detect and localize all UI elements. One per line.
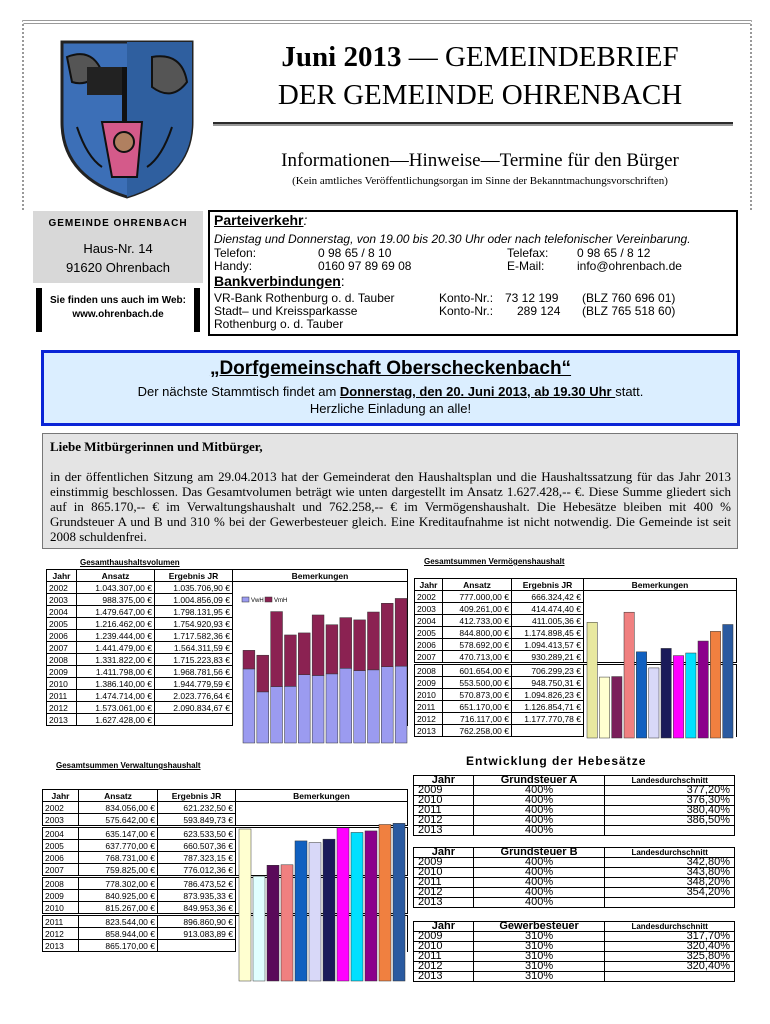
cell-ergebnis: 706.299,23 € bbox=[512, 665, 584, 677]
col-ergebnis: Ergebnis JR bbox=[158, 790, 236, 802]
cell-jahr: 2012 bbox=[414, 816, 474, 826]
cell-jahr: 2004 bbox=[47, 606, 77, 618]
bar-vmh-2011 bbox=[368, 612, 380, 670]
table-row bbox=[414, 962, 735, 972]
cell-jahr: 2002 bbox=[415, 591, 443, 603]
cell-ansatz: 637.770,00 € bbox=[79, 840, 158, 852]
grundsteuer-b-table bbox=[413, 847, 735, 908]
cell-ansatz: 635.147,00 € bbox=[79, 828, 158, 840]
handy-number[interactable]: 0160 97 89 69 08 bbox=[318, 259, 412, 273]
cell-jahr: 2009 bbox=[43, 890, 79, 902]
cell-jahr: 2003 bbox=[43, 814, 79, 826]
email-label: E-Mail: bbox=[507, 259, 545, 273]
cell-landesdurchschnitt: 377,20% bbox=[605, 786, 735, 796]
cell-jahr: 2010 bbox=[414, 868, 474, 878]
cell-ansatz: 1.441.479,00 € bbox=[77, 642, 155, 654]
telefax-number: 0 98 65 / 8 12 bbox=[577, 246, 651, 260]
cell-ansatz: 1.474.714,00 € bbox=[77, 690, 155, 702]
cell-jahr: 2011 bbox=[414, 952, 474, 962]
cell-jahr: 2006 bbox=[47, 630, 77, 642]
cell-jahr: 2012 bbox=[414, 962, 474, 972]
gewerbesteuer-table bbox=[413, 921, 735, 982]
parteiverkehr-heading: Parteiverkehr: bbox=[214, 212, 308, 228]
cell-ansatz: 1.386.140,00 € bbox=[77, 678, 155, 690]
bar-vmh-2010 bbox=[354, 620, 366, 671]
bar-vmh-2002 bbox=[243, 650, 255, 669]
cell-ergebnis: 1.944.779,59 € bbox=[155, 678, 233, 690]
table-row bbox=[414, 898, 735, 908]
cell-ergebnis: 1.717.582,36 € bbox=[155, 630, 233, 642]
legend-vmh-label: VmH bbox=[274, 598, 288, 604]
bar-2013 bbox=[723, 625, 733, 738]
cell-jahr: 2010 bbox=[414, 942, 474, 952]
cell-jahr: 2007 bbox=[47, 642, 77, 654]
bar-2009 bbox=[673, 656, 683, 738]
cell-landesdurchschnitt: 320,40% bbox=[605, 962, 735, 972]
cell-ergebnis: 1.004.856,09 € bbox=[155, 594, 233, 606]
bar-vwh-2009 bbox=[340, 668, 352, 743]
cell-ergebnis: 913.083,89 € bbox=[158, 928, 236, 940]
municipality-name: GEMEINDE OHRENBACH bbox=[48, 218, 188, 229]
cell-ergebnis: 1.715.223,83 € bbox=[155, 654, 233, 666]
col-jahr: Jahr bbox=[414, 922, 474, 932]
cell-landesdurchschnitt: 343,80% bbox=[605, 868, 735, 878]
cell-satz: 310% bbox=[473, 952, 605, 962]
newsletter-title-line2: DER GEMEINDE OHRENBACH bbox=[277, 79, 683, 111]
cell-ansatz: 409.261,00 € bbox=[443, 603, 512, 615]
cell-jahr: 2013 bbox=[414, 826, 474, 836]
cell-ansatz: 1.627.428,00 € bbox=[77, 714, 155, 726]
newsletter-disclaimer: (Kein amtliches Veröffentlichungsorgan im Sinne der Bekanntmachungsvorschriften) bbox=[292, 175, 668, 187]
cell-ergebnis: 1.126.854,71 € bbox=[512, 701, 584, 713]
vermoegen-chart bbox=[584, 592, 736, 742]
bar-2006 bbox=[636, 652, 646, 738]
cell-landesdurchschnitt bbox=[605, 898, 735, 908]
cell-ergebnis bbox=[155, 714, 233, 726]
col-landesdurchschnitt: Landesdurchschnitt bbox=[605, 848, 735, 858]
cell-jahr: 2008 bbox=[43, 878, 79, 890]
cell-jahr: 2002 bbox=[47, 582, 77, 594]
bar-vmh-2009 bbox=[340, 618, 352, 669]
bank1-konto: 73 12 199 bbox=[505, 291, 559, 305]
col-ansatz: Ansatz bbox=[443, 579, 512, 591]
cell-satz: 400% bbox=[473, 898, 605, 908]
cell-landesdurchschnitt: 380,40% bbox=[605, 806, 735, 816]
bar-vwh-2005 bbox=[285, 686, 297, 743]
cell-jahr: 2013 bbox=[47, 714, 77, 726]
bank2-name-line2: Rothenburg o. d. Tauber bbox=[214, 317, 344, 331]
cell-ergebnis bbox=[158, 940, 236, 952]
cell-landesdurchschnitt: 342,80% bbox=[605, 858, 735, 868]
cell-jahr: 2012 bbox=[414, 888, 474, 898]
cell-satz: 310% bbox=[473, 942, 605, 952]
cell-jahr: 2013 bbox=[414, 898, 474, 908]
cell-ergebnis: 1.564.311,59 € bbox=[155, 642, 233, 654]
cell-jahr: 2009 bbox=[414, 786, 474, 796]
cell-ergebnis: 621.232,50 € bbox=[158, 802, 236, 814]
cell-ergebnis: 1.035.706,90 € bbox=[155, 582, 233, 594]
legend-vwh-label: VwH bbox=[251, 598, 264, 604]
col-jahr: Jahr bbox=[43, 790, 79, 802]
col-ansatz: Ansatz bbox=[79, 790, 158, 802]
bank-heading: Bankverbindungen: bbox=[214, 273, 345, 289]
cell-ansatz: 988.375,00 € bbox=[77, 594, 155, 606]
cell-satz: 310% bbox=[473, 962, 605, 972]
email-link[interactable]: info@ohrenbach.de bbox=[577, 259, 682, 273]
bank1-blz: (BLZ 760 696 01) bbox=[582, 291, 676, 305]
cell-jahr: 2009 bbox=[47, 666, 77, 678]
cell-ergebnis: 660.507,36 € bbox=[158, 840, 236, 852]
cell-landesdurchschnitt: 320,40% bbox=[605, 942, 735, 952]
cell-landesdurchschnitt: 376,30% bbox=[605, 796, 735, 806]
bank2-konto: 289 124 bbox=[517, 304, 561, 318]
cell-jahr: 2009 bbox=[414, 858, 474, 868]
cell-jahr: 2013 bbox=[415, 725, 443, 737]
cell-ergebnis: 1.798.131,95 € bbox=[155, 606, 233, 618]
cell-jahr: 2006 bbox=[43, 852, 79, 864]
cell-satz: 400% bbox=[473, 868, 605, 878]
cell-jahr: 2005 bbox=[43, 840, 79, 852]
cell-ergebnis: 930.289,21 € bbox=[512, 651, 584, 663]
cell-jahr: 2012 bbox=[415, 713, 443, 725]
cell-ansatz: 470.713,00 € bbox=[443, 651, 512, 663]
cell-jahr: 2007 bbox=[415, 651, 443, 663]
bar-vmh-2005 bbox=[285, 635, 297, 686]
hebesaetze-title: Entwicklung der Hebesätze bbox=[466, 754, 647, 768]
bar-vwh-2006 bbox=[298, 675, 310, 743]
bar-2002 bbox=[587, 622, 597, 738]
header-divider bbox=[213, 122, 733, 126]
cell-jahr: 2011 bbox=[43, 916, 79, 928]
bar-2010 bbox=[686, 653, 696, 738]
cell-satz: 400% bbox=[473, 806, 605, 816]
cell-satz: 310% bbox=[473, 932, 605, 942]
telefon-number[interactable]: 0 98 65 / 8 10 bbox=[318, 246, 392, 260]
cell-satz: 400% bbox=[473, 796, 605, 806]
col-ansatz: Ansatz bbox=[77, 570, 155, 582]
bar-vmh-2004 bbox=[271, 612, 283, 687]
bar-vmh-2012 bbox=[381, 603, 393, 666]
cell-ergebnis: 787.323,15 € bbox=[158, 852, 236, 864]
bar-vwh-2004 bbox=[271, 687, 283, 743]
cell-landesdurchschnitt bbox=[605, 826, 735, 836]
web-hint: Sie finden uns auch im Web: bbox=[50, 295, 186, 306]
table-row bbox=[414, 972, 735, 982]
bar-2013 bbox=[393, 823, 405, 981]
col-bemerkungen: Bemerkungen bbox=[233, 570, 408, 582]
stammtisch-title: „Dorfgemeinschaft Oberscheckenbach“ bbox=[209, 358, 572, 379]
bar-2007 bbox=[309, 843, 321, 981]
bar-2008 bbox=[323, 839, 335, 981]
bar-2005 bbox=[281, 865, 293, 981]
cell-satz: 400% bbox=[473, 786, 605, 796]
bar-2004 bbox=[612, 677, 622, 738]
bank2-konto-label: Konto-Nr.: bbox=[439, 304, 494, 318]
cell-satz: 400% bbox=[473, 826, 605, 836]
bank1-konto-label: Konto-Nr.: bbox=[439, 291, 494, 305]
stammtisch-invitation: Herzliche Einladung an alle! bbox=[309, 401, 472, 416]
cell-landesdurchschnitt: 317,70% bbox=[605, 932, 735, 942]
col-grundsteuer-a: Grundsteuer A bbox=[473, 776, 605, 786]
office-hours: Dienstag und Donnerstag, von 19.00 bis 20.30 Uhr oder nach telefonischer Vereinbarung. bbox=[214, 232, 691, 246]
letter-body: in der öffentlichen Sitzung am 29.04.2013 hat der Gemeinderat den Haushaltsplan und die Haushaltssatzung für das Jahr 2013 einstimmig beschlossen. Das Gesamtvolumen beträgt wie unten dargestellt im Ansatz 1.627.428,-- €. Diese Summe gliedert sich auf in 865.170,-- € im Verwaltungshaushalt und 762.258,-- € im Vermögenshaushalt. Die Hebesätze bleiben mit 400 % Grundsteuer A und B und 310 % bei der Gewerbesteuer gleich. Eine Kreditaufnahme ist nicht notwendig. Die Gemeinde ist seit 2008 schuldenfrei. bbox=[50, 469, 731, 544]
cell-landesdurchschnitt: 354,20% bbox=[605, 888, 735, 898]
cell-ergebnis: 414.474,40 € bbox=[512, 603, 584, 615]
legend-vmh-swatch bbox=[265, 597, 272, 602]
telefax-label: Telefax: bbox=[507, 246, 549, 260]
cell-jahr: 2011 bbox=[47, 690, 77, 702]
verwaltung-chart bbox=[236, 805, 408, 985]
cell-jahr: 2012 bbox=[47, 702, 77, 714]
cell-jahr: 2013 bbox=[414, 972, 474, 982]
col-bemerkungen: Bemerkungen bbox=[236, 790, 408, 802]
bar-2003 bbox=[253, 876, 265, 981]
cell-ergebnis: 786.473,52 € bbox=[158, 878, 236, 890]
stammtisch-date-line: Der nächste Stammtisch findet am Donnerstag, den 20. Juni 2013, ab 19.30 Uhr statt. bbox=[137, 384, 644, 399]
cell-satz: 400% bbox=[473, 888, 605, 898]
cell-satz: 400% bbox=[473, 858, 605, 868]
cell-ansatz: 1.331.822,00 € bbox=[77, 654, 155, 666]
cell-ergebnis: 1.754.920,93 € bbox=[155, 618, 233, 630]
bar-2006 bbox=[295, 841, 307, 981]
cell-ergebnis: 873.935,33 € bbox=[158, 890, 236, 902]
col-ergebnis: Ergebnis JR bbox=[155, 570, 233, 582]
cell-ansatz: 575.642,00 € bbox=[79, 814, 158, 826]
cell-ansatz: 570.873,00 € bbox=[443, 689, 512, 701]
bar-2011 bbox=[365, 831, 377, 981]
newsletter-title: Juni 2013 — GEMEINDEBRIEF bbox=[281, 41, 679, 73]
bar-vwh-2008 bbox=[326, 674, 338, 743]
bar-2009 bbox=[337, 828, 349, 981]
cell-jahr: 2004 bbox=[43, 828, 79, 840]
bar-vwh-2002 bbox=[243, 669, 255, 743]
cell-ansatz: 762.258,00 € bbox=[443, 725, 512, 737]
cell-ansatz: 840.925,00 € bbox=[79, 890, 158, 902]
cell-ergebnis: 1.094.413,57 € bbox=[512, 639, 584, 651]
cell-ansatz: 716.117,00 € bbox=[443, 713, 512, 725]
cell-ansatz: 823.544,00 € bbox=[79, 916, 158, 928]
cell-ansatz: 844.800,00 € bbox=[443, 627, 512, 639]
telefon-label: Telefon: bbox=[214, 246, 257, 260]
col-gewerbesteuer: Gewerbesteuer bbox=[473, 922, 605, 932]
cell-landesdurchschnitt: 325,80% bbox=[605, 952, 735, 962]
address-city: 91620 Ohrenbach bbox=[65, 260, 171, 275]
cell-satz: 310% bbox=[473, 972, 605, 982]
bar-2012 bbox=[710, 631, 720, 738]
cell-ergebnis: 948.750,31 € bbox=[512, 677, 584, 689]
bar-vmh-2013 bbox=[395, 598, 407, 666]
bar-vmh-2007 bbox=[312, 615, 324, 676]
cell-ergebnis: 2.090.834,67 € bbox=[155, 702, 233, 714]
cell-jahr: 2010 bbox=[43, 902, 79, 914]
table-row bbox=[414, 888, 735, 898]
bar-2011 bbox=[698, 641, 708, 738]
bar-vwh-2007 bbox=[312, 676, 324, 743]
cell-landesdurchschnitt: 348,20% bbox=[605, 878, 735, 888]
cell-ansatz: 777.000,00 € bbox=[443, 591, 512, 603]
col-landesdurchschnitt: Landesdurchschnitt bbox=[605, 922, 735, 932]
cell-jahr: 2005 bbox=[47, 618, 77, 630]
cell-ansatz: 578.692,00 € bbox=[443, 639, 512, 651]
bar-vwh-2011 bbox=[368, 670, 380, 743]
grundsteuer-a-table bbox=[413, 775, 735, 836]
col-landesdurchschnitt: Landesdurchschnitt bbox=[605, 776, 735, 786]
bar-2007 bbox=[649, 668, 659, 738]
cell-ansatz: 815.267,00 € bbox=[79, 902, 158, 914]
cell-ansatz: 768.731,00 € bbox=[79, 852, 158, 864]
cell-jahr: 2012 bbox=[43, 928, 79, 940]
bank1-name: VR-Bank Rothenburg o. d. Tauber bbox=[214, 291, 395, 305]
cell-ansatz: 778.302,00 € bbox=[79, 878, 158, 890]
cell-ansatz: 1.239.444,00 € bbox=[77, 630, 155, 642]
cell-jahr: 2003 bbox=[415, 603, 443, 615]
bar-vwh-2013 bbox=[395, 666, 407, 743]
col-jahr: Jahr bbox=[414, 848, 474, 858]
cell-ansatz: 1.573.061,00 € bbox=[77, 702, 155, 714]
cell-ansatz: 759.825,00 € bbox=[79, 864, 158, 876]
legend-vwh-swatch bbox=[242, 597, 249, 602]
cell-ansatz: 1.216.462,00 € bbox=[77, 618, 155, 630]
bar-vwh-2010 bbox=[354, 671, 366, 743]
cell-ergebnis: 2.023.776,64 € bbox=[155, 690, 233, 702]
cell-jahr: 2004 bbox=[415, 615, 443, 627]
cell-jahr: 2013 bbox=[43, 940, 79, 952]
cell-landesdurchschnitt bbox=[605, 972, 735, 982]
bar-2004 bbox=[267, 865, 279, 981]
cell-ergebnis: 896.860,90 € bbox=[158, 916, 236, 928]
cell-ergebnis: 1.968.781,56 € bbox=[155, 666, 233, 678]
bar-2003 bbox=[599, 677, 609, 738]
bar-vwh-2003 bbox=[257, 692, 269, 743]
cell-satz: 400% bbox=[473, 816, 605, 826]
cell-jahr: 2011 bbox=[415, 701, 443, 713]
handy-label: Handy: bbox=[214, 259, 253, 273]
cell-jahr: 2002 bbox=[43, 802, 79, 814]
bank2-blz: (BLZ 765 518 60) bbox=[582, 304, 676, 318]
vermoegen-table-title: Gesamtsummen Vermögenshaushalt bbox=[424, 557, 565, 566]
col-bemerkungen: Bemerkungen bbox=[584, 579, 737, 591]
cell-jahr: 2006 bbox=[415, 639, 443, 651]
cell-ansatz: 1.411.798,00 € bbox=[77, 666, 155, 678]
col-grundsteuer-b: Grundsteuer B bbox=[473, 848, 605, 858]
bank2-name: Stadt– und Kreissparkasse bbox=[214, 304, 358, 318]
cell-ergebnis: 776.012,36 € bbox=[158, 864, 236, 876]
cell-ergebnis: 1.174.898,45 € bbox=[512, 627, 584, 639]
cell-ergebnis: 666.324,42 € bbox=[512, 591, 584, 603]
table-row bbox=[414, 826, 735, 836]
cell-ergebnis: 1.094.826,23 € bbox=[512, 689, 584, 701]
col-jahr: Jahr bbox=[415, 579, 443, 591]
cell-ansatz: 865.170,00 € bbox=[79, 940, 158, 952]
cell-jahr: 2010 bbox=[415, 689, 443, 701]
cell-ansatz: 858.944,00 € bbox=[79, 928, 158, 940]
cell-ergebnis: 593.849,73 € bbox=[158, 814, 236, 826]
cell-ansatz: 651.170,00 € bbox=[443, 701, 512, 713]
cell-ansatz: 1.043.307,00 € bbox=[77, 582, 155, 594]
address-street: Haus-Nr. 14 bbox=[83, 241, 153, 256]
cell-satz: 400% bbox=[473, 878, 605, 888]
bar-vmh-2006 bbox=[298, 633, 310, 675]
cell-ergebnis: 1.177.770,78 € bbox=[512, 713, 584, 725]
letter-greeting: Liebe Mitbürgerinnen und Mitbürger, bbox=[50, 439, 263, 454]
cell-jahr: 2009 bbox=[415, 677, 443, 689]
bar-2002 bbox=[239, 829, 251, 981]
cell-jahr: 2008 bbox=[415, 665, 443, 677]
bar-vwh-2012 bbox=[381, 667, 393, 743]
cell-jahr: 2010 bbox=[47, 678, 77, 690]
cell-ergebnis: 849.953,36 € bbox=[158, 902, 236, 914]
cell-ansatz: 553.500,00 € bbox=[443, 677, 512, 689]
cell-jahr: 2005 bbox=[415, 627, 443, 639]
cell-jahr: 2009 bbox=[414, 932, 474, 942]
newsletter-subtitle: Informationen—Hinweise—Termine für den Bürger bbox=[281, 150, 679, 171]
cell-jahr: 2003 bbox=[47, 594, 77, 606]
cell-ergebnis: 623.533,50 € bbox=[158, 828, 236, 840]
cell-ergebnis: 411.005,36 € bbox=[512, 615, 584, 627]
bar-vmh-2003 bbox=[257, 655, 269, 692]
bar-2012 bbox=[379, 824, 391, 981]
cell-jahr: 2007 bbox=[43, 864, 79, 876]
gesamt-table-title: Gesamthaushaltsvolumen bbox=[80, 558, 180, 567]
bar-vmh-2008 bbox=[326, 625, 338, 674]
gesamt-chart bbox=[237, 582, 412, 747]
cell-jahr: 2010 bbox=[414, 796, 474, 806]
cell-ansatz: 1.479.647,00 € bbox=[77, 606, 155, 618]
bar-2010 bbox=[351, 832, 363, 981]
bar-2008 bbox=[661, 648, 671, 738]
cell-ergebnis bbox=[512, 725, 584, 737]
website-link[interactable]: www.ohrenbach.de bbox=[72, 309, 164, 320]
cell-landesdurchschnitt: 386,50% bbox=[605, 816, 735, 826]
col-jahr: Jahr bbox=[47, 570, 77, 582]
cell-ansatz: 412.733,00 € bbox=[443, 615, 512, 627]
cell-ansatz: 601.654,00 € bbox=[443, 665, 512, 677]
coat-of-arms-icon bbox=[42, 27, 212, 202]
cell-ansatz: 834.056,00 € bbox=[79, 802, 158, 814]
bar-2005 bbox=[624, 612, 634, 738]
verwaltung-table-title: Gesamtsummen Verwaltungshaushalt bbox=[56, 761, 201, 770]
col-ergebnis: Ergebnis JR bbox=[512, 579, 584, 591]
cell-jahr: 2011 bbox=[414, 806, 474, 816]
table-row bbox=[414, 816, 735, 826]
cell-jahr: 2008 bbox=[47, 654, 77, 666]
col-jahr: Jahr bbox=[414, 776, 474, 786]
cell-jahr: 2011 bbox=[414, 878, 474, 888]
